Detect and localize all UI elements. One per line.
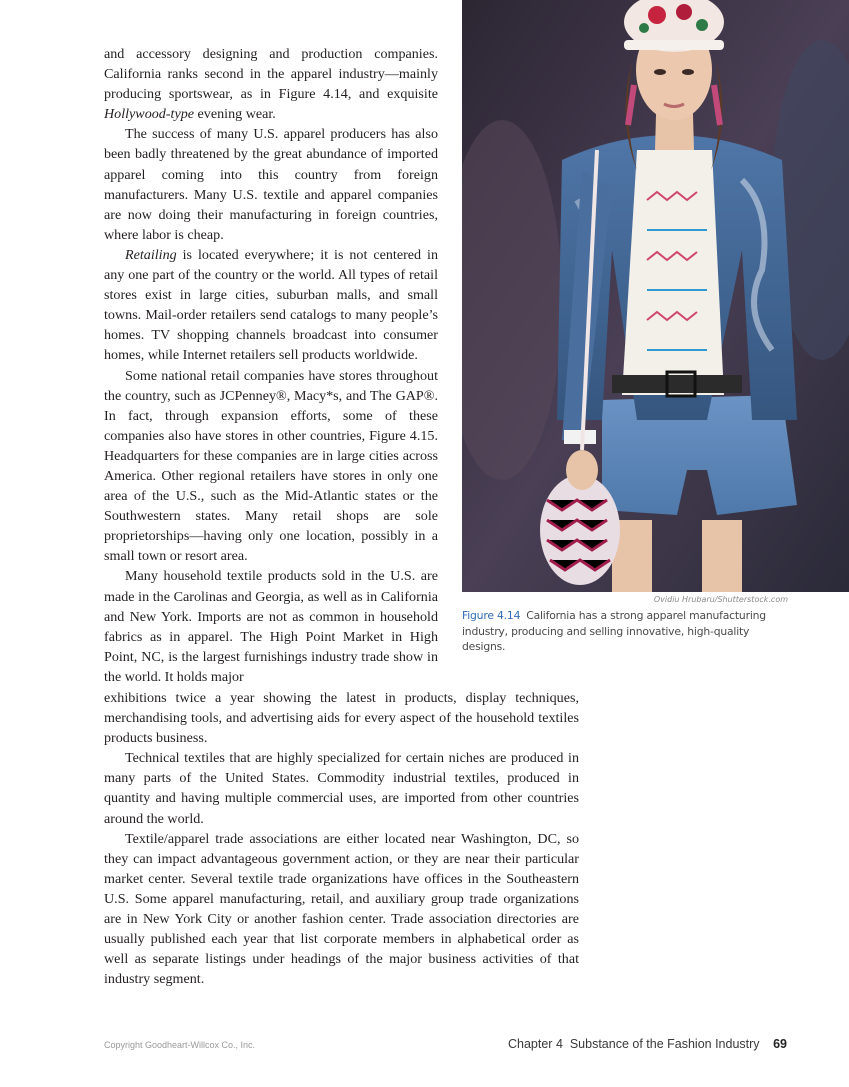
paragraph: The success of many U.S. apparel producers has also been badly threatened by the great abundance of imported apparel coming into this country from foreign manufacturers. Many U.S. textile and apparel companies are now doing their manufacturing in foreign countries, where labor is cheap. (104, 126, 438, 243)
paragraph: Retailing is located everywhere; it is not centered in any one part of the country or the world. All types of retail stores exist in large cities, suburban malls, and small towns. Mail-order retailers send catalogs to many people’s homes. TV shopping channels broadcast into consumer homes, while Internet retailers sell products worldwide. (104, 246, 438, 364)
paragraph: exhibitions twice a year showing the latest in products, display techniques, merchandising tools, and advertising aids for every aspect of the household textiles products business. (104, 690, 579, 747)
paragraph: Some national retail companies have stores throughout the country, such as JCPenney®, Macy*s, and The GAP®. In fact, through expansion efforts, some of these companies also have stores in other countries, Figure 4.15. Headquarters for these companies are in large cities across America. Other regional retailers have stores in only one area of the U.S., such as the Mid-Atlantic states or the Southwestern states. Many retail shops are sole proprietorships—having only one location, possibly in a small town or resort area. (104, 367, 438, 565)
text-column-narrow (104, 44, 438, 687)
figure-caption-text: California has a strong apparel manufacturing industry, producing and selling innovative, high-quality designs. (462, 609, 766, 653)
chapter-title: Chapter 4 Substance of the Fashion Industry (508, 1037, 760, 1051)
paragraph: Technical textiles that are highly specialized for certain niches are produced in many parts of the United States. Commodity industrial textiles, produced in quantity and having multiple commercial uses, are imported from other countries around the world. (104, 750, 579, 827)
footer-copyright: Copyright Goodheart-Willcox Co., Inc. (104, 1040, 256, 1050)
paragraph: Many household textile products sold in the U.S. are made in the Carolinas and Georgia, as well as in California and New York. Imports are not as common in household fabrics as in apparel. The High Point Market in High Point, NC, is the largest furnishings industry trade show in the world. It holds major (104, 568, 438, 685)
footer-running-head (508, 1037, 787, 1051)
runway-model-illustration (462, 0, 849, 592)
paragraph: Textile/apparel trade associations are either located near Washington, DC, so they can impact advantageous government action, or they are near their particular market center. Several textile trade organizations have offices in the Southeastern U.S. Some apparel manufacturing, retail, and auxiliary group trade organizations are in New York City or another fashion center. Trade association directories are usually published each year that list corporate members in alphabetical order as well as separate listings under headings of the major business activities of that industry segment. (104, 830, 579, 988)
figure-label: Figure 4.14 (462, 609, 521, 622)
page-number: 69 (773, 1037, 787, 1051)
paragraph: and accessory designing and production companies. California ranks second in the apparel industry—mainly producing sportswear, as in Figure 4.14, and exquisite Hollywood-type evening wear. (104, 46, 438, 123)
text-column-wide (104, 688, 579, 989)
figure-photo (462, 0, 849, 592)
photo-credit: Ovidiu Hrubaru/Shutterstock.com (653, 595, 788, 604)
figure-caption (462, 608, 782, 655)
